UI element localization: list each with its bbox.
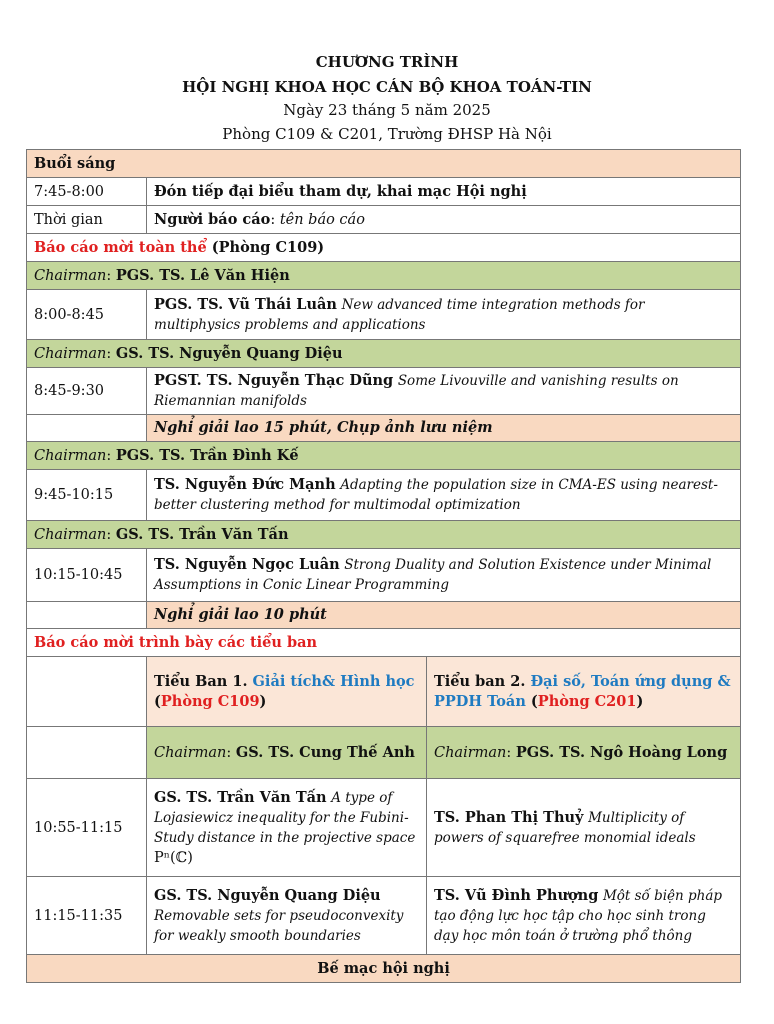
conference-venue: Phòng C109 & C201, Trường ĐHSP Hà Nội	[222, 125, 552, 143]
time-cell: 8:45-9:30	[27, 368, 147, 415]
plenary-heading	[27, 234, 741, 262]
time-cell: 8:00-8:45	[27, 290, 147, 340]
chairman-row	[27, 340, 741, 368]
chairman-name: GS. TS. Trần Văn Tấn	[115, 525, 289, 543]
sub1-chairman	[147, 727, 427, 779]
talk-cell	[147, 368, 741, 415]
speaker-name: GS. TS. Trần Văn Tấn	[154, 788, 327, 806]
chairman-name: PGS. TS. Trần Đình Kế	[115, 446, 299, 464]
empty-cell	[27, 657, 147, 727]
table-row	[27, 290, 741, 340]
table-row	[27, 779, 741, 877]
time-cell: 10:15-10:45	[27, 549, 147, 602]
chairman-label: Chairman	[34, 267, 107, 284]
opening-text: Đón tiếp đại biểu tham dự, khai mạc Hội nghị	[147, 178, 741, 206]
talk-cell	[147, 877, 427, 955]
talk-title: A type of Lojasiewicz inequality for the Fubini-Study distance in the projective space	[154, 789, 416, 846]
table-row	[27, 206, 741, 234]
conference-title: HỘI NGHỊ KHOA HỌC CÁN BỘ KHOA TOÁN-TIN	[182, 78, 592, 96]
speaker-name: GS. TS. Nguyễn Quang Diệu	[154, 886, 381, 904]
table-row	[27, 657, 741, 727]
sub1-open: (	[154, 692, 161, 710]
speaker-name: TS. Vũ Đình Phượng	[434, 886, 599, 904]
sub2-close: )	[636, 692, 644, 710]
chairman-label: Chairman	[34, 526, 107, 543]
talk-title: Some Livouville and vanishing results on Riemannian manifolds	[154, 373, 679, 409]
table-row	[27, 727, 741, 779]
chairman-row	[27, 262, 741, 290]
session-morning: Buổi sáng	[27, 150, 741, 178]
speaker-name: TS. Nguyễn Ngọc Luân	[154, 556, 340, 573]
legend-sep: :	[270, 211, 280, 228]
talk-cell	[427, 877, 741, 955]
chairman-label: Chairman	[434, 744, 507, 761]
plenary-title: Báo cáo mời toàn thể	[34, 238, 207, 256]
chairman-name: PGS. TS. Ngô Hoàng Long	[515, 743, 728, 761]
sessions-heading: Báo cáo mời trình bày các tiểu ban	[27, 629, 741, 657]
chairman-name: GS. TS. Nguyễn Quang Diệu	[115, 344, 343, 362]
sub1-topic: Giải tích& Hình học	[252, 672, 415, 690]
table-row	[27, 955, 741, 983]
table-row	[27, 549, 741, 602]
speaker-name: TS. Phan Thị Thuỷ	[434, 808, 584, 826]
chairman-row	[27, 442, 741, 470]
talk-cell	[147, 470, 741, 521]
time-cell: 7:45-8:00	[27, 178, 147, 206]
break-2: Nghỉ giải lao 10 phút	[147, 602, 741, 629]
chairman-colon: :	[106, 267, 116, 284]
table-row	[27, 521, 741, 549]
time-cell: 11:15-11:35	[27, 877, 147, 955]
talk-cell	[427, 779, 741, 877]
chairman-colon: :	[106, 447, 116, 464]
talk-cell	[147, 779, 427, 877]
empty-cell	[27, 415, 147, 442]
chairman-label: Chairman	[154, 744, 227, 761]
chairman-label: Chairman	[34, 447, 107, 464]
table-row	[27, 877, 741, 955]
table-row	[27, 442, 741, 470]
chairman-row	[27, 521, 741, 549]
closing: Bế mạc hội nghị	[27, 955, 741, 983]
talk-title: Removable sets for pseudoconvexity for weakly smooth boundaries	[154, 907, 404, 944]
table-row	[27, 415, 741, 442]
time-cell: 9:45-10:15	[27, 470, 147, 521]
empty-cell	[27, 727, 147, 779]
chairman-name: PGS. TS. Lê Văn Hiện	[115, 266, 290, 284]
sub2-chairman	[427, 727, 741, 779]
table-row	[27, 150, 741, 178]
sub1-label: Tiểu Ban 1.	[154, 672, 253, 690]
talk-title: Strong Duality and Solution Existence under Minimal Assumptions in Conic Linear Programming	[154, 557, 712, 593]
program-table	[26, 149, 741, 983]
table-row	[27, 262, 741, 290]
speaker-name: PGS. TS. Vũ Thái Luân	[154, 295, 337, 313]
table-row	[27, 178, 741, 206]
legend-title-label: tên báo cáo	[279, 211, 365, 228]
chairman-colon: :	[226, 744, 236, 761]
time-cell: 10:55-11:15	[27, 779, 147, 877]
talk-title: New advanced time integration methods for multiphysics problems and applications	[154, 296, 645, 333]
legend-speaker-label: Người báo cáo	[154, 210, 271, 228]
sub2-topic: Đại số, Toán ứng dụng & PPDH Toán	[434, 672, 731, 710]
sub2-label: Tiểu ban 2.	[434, 672, 531, 690]
chairman-colon: :	[106, 345, 116, 362]
legend-text	[147, 206, 741, 234]
talk-cell	[147, 549, 741, 602]
table-row	[27, 234, 741, 262]
subcommittee-1	[147, 657, 427, 727]
chairman-colon: :	[106, 526, 116, 543]
table-row	[27, 629, 741, 657]
table-row	[27, 470, 741, 521]
legend-time: Thời gian	[27, 206, 147, 234]
chairman-colon: :	[506, 744, 516, 761]
talk-title: Adapting the population size in CMA-ES using nearest-better clustering method for multimodal optimization	[154, 477, 718, 513]
math-symbol: Pⁿ(ℂ)	[154, 849, 193, 866]
talk-title: Một số biện pháp tạo động lực học tập cho học sinh trong dạy học môn toán ở trường phổ thông	[434, 887, 723, 944]
plenary-room: (Phòng C109)	[206, 238, 325, 256]
table-row	[27, 602, 741, 629]
subcommittee-2	[427, 657, 741, 727]
talk-title: Multiplicity of powers of squarefree monomial ideals	[434, 809, 696, 846]
talk-cell	[147, 290, 741, 340]
empty-cell	[27, 602, 147, 629]
sub1-room: Phòng C109	[160, 692, 260, 710]
chairman-label: Chairman	[34, 345, 107, 362]
program-title: CHƯƠNG TRÌNH	[315, 53, 459, 71]
conference-date: Ngày 23 tháng 5 năm 2025	[283, 101, 491, 119]
table-row	[27, 368, 741, 415]
chairman-name: GS. TS. Cung Thế Anh	[235, 743, 415, 761]
sub1-close: )	[259, 692, 267, 710]
sub2-open: (	[525, 692, 538, 710]
break-1: Nghỉ giải lao 15 phút, Chụp ảnh lưu niệm	[147, 415, 741, 442]
speaker-name: TS. Nguyễn Đức Mạnh	[154, 476, 336, 493]
speaker-name: PGST. TS. Nguyễn Thạc Dũng	[154, 372, 394, 389]
table-row	[27, 340, 741, 368]
sub2-room: Phòng C201	[537, 692, 637, 710]
